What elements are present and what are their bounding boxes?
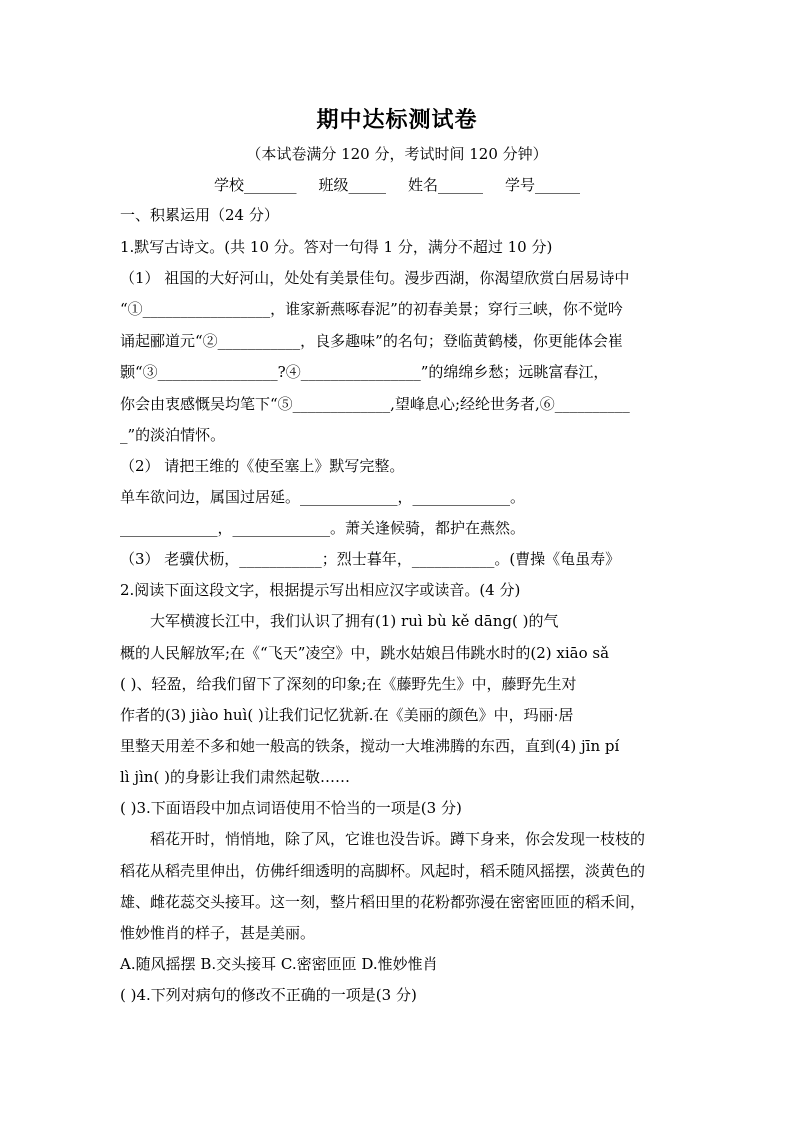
q2-passage-line: ( )、轻盈，给我们留下了深刻的印象;在《藤野先生》中，藤野先生对: [120, 675, 577, 693]
q2-passage-line: 作者的(3) jiào huì( )让我们记忆犹新.在《美丽的颜色》中，玛丽·居: [120, 706, 574, 724]
q1-part1-line: _”的淡泊情怀。: [120, 426, 226, 444]
page-title: 期中达标测试卷: [316, 107, 478, 133]
question-4-heading: ( )4.下列对病句的修改不正确的一项是(3 分): [120, 986, 417, 1004]
q1-part1-line: 你会由衷感慨吴均笔下“⑤_____________,望峰息心;经纶世务者,⑥__________: [120, 395, 630, 413]
question-1-heading: 1.默写古诗文。(共 10 分。答对一句得 1 分，满分不超过 10 分): [120, 238, 553, 256]
q3-passage-line: 雄、雌花蕊交头接耳。这一刻，整片稻田里的花粉都弥漫在密密匝匝的稻禾间，: [120, 893, 646, 911]
q1-part1-line: 诵起郦道元“②___________，良多趣味”的名句；登临黄鹤楼，你更能体会崔: [120, 332, 623, 350]
q2-passage-line: 里整天用差不多和她一般高的铁条，搅动一大堆沸腾的东西，直到(4) jīn pí: [120, 737, 620, 755]
q1-part2-line: 单车欲问边，属国过居延。_____________，_____________。: [120, 488, 526, 506]
q3-passage-line: 稻花开时，悄悄地，除了风，它谁也没告诉。蹲下身来，你会发现一枝枝的: [150, 830, 646, 848]
q1-part2-line: _____________，_____________。萧关逢候骑，都护在燕然。: [120, 519, 526, 537]
q2-passage-line: lì jìn( )的身影让我们肃然起敬……: [120, 768, 350, 786]
q1-part3-line: （3） 老骥伏枥，___________；烈士暮年，___________。(曹操《龟虽寿》: [120, 550, 621, 568]
name-field: 姓名______: [408, 176, 484, 194]
class-field: 班级_____: [318, 176, 386, 194]
q1-part1-line: （1） 祖国的大好河山，处处有美景佳句。漫步西湖，你渴望欣赏白居易诗中: [120, 269, 630, 287]
q2-passage-line: 大军横渡长江中，我们认识了拥有(1) ruì bù kě dāng( )的气: [150, 612, 559, 630]
question-3-heading: ( )3.下面语段中加点词语使用不恰当的一项是(3 分): [120, 799, 462, 817]
student-info-line: [0, 174, 794, 195]
q3-options: A.随风摇摆 B.交头接耳 C.密密匝匝 D.惟妙惟肖: [120, 955, 438, 973]
section-heading: 一、积累运用（24 分）: [120, 206, 279, 224]
q1-part1-line: 颢“③________________?④________________”的绵绵乡愁；远眺富春江，: [120, 363, 609, 381]
number-field: 学号______: [505, 176, 581, 194]
question-2-heading: 2.阅读下面这段文字，根据提示写出相应汉字或读音。(4 分): [120, 581, 521, 599]
page-subtitle: （本试卷满分 120 分，考试时间 120 分钟）: [246, 145, 548, 163]
q2-passage-line: 概的人民解放军;在《“飞天”凌空》中，跳水姑娘吕伟跳水时的(2) xiāo sǎ: [120, 644, 610, 662]
q3-passage-line: 稻花从稻壳里伸出，仿佛纤细透明的高脚杯。风起时，稻禾随风摇摆，淡黄色的: [120, 862, 646, 880]
q1-part1-line: “①_________________，谁家新燕啄春泥”的初春美景；穿行三峡，你不觉吟: [120, 300, 623, 318]
q1-part2-line: （2） 请把王维的《使至塞上》默写完整。: [120, 457, 405, 475]
q3-passage-line: 惟妙惟肖的样子，甚是美丽。: [120, 924, 316, 942]
school-field: 学校_______: [213, 176, 297, 194]
